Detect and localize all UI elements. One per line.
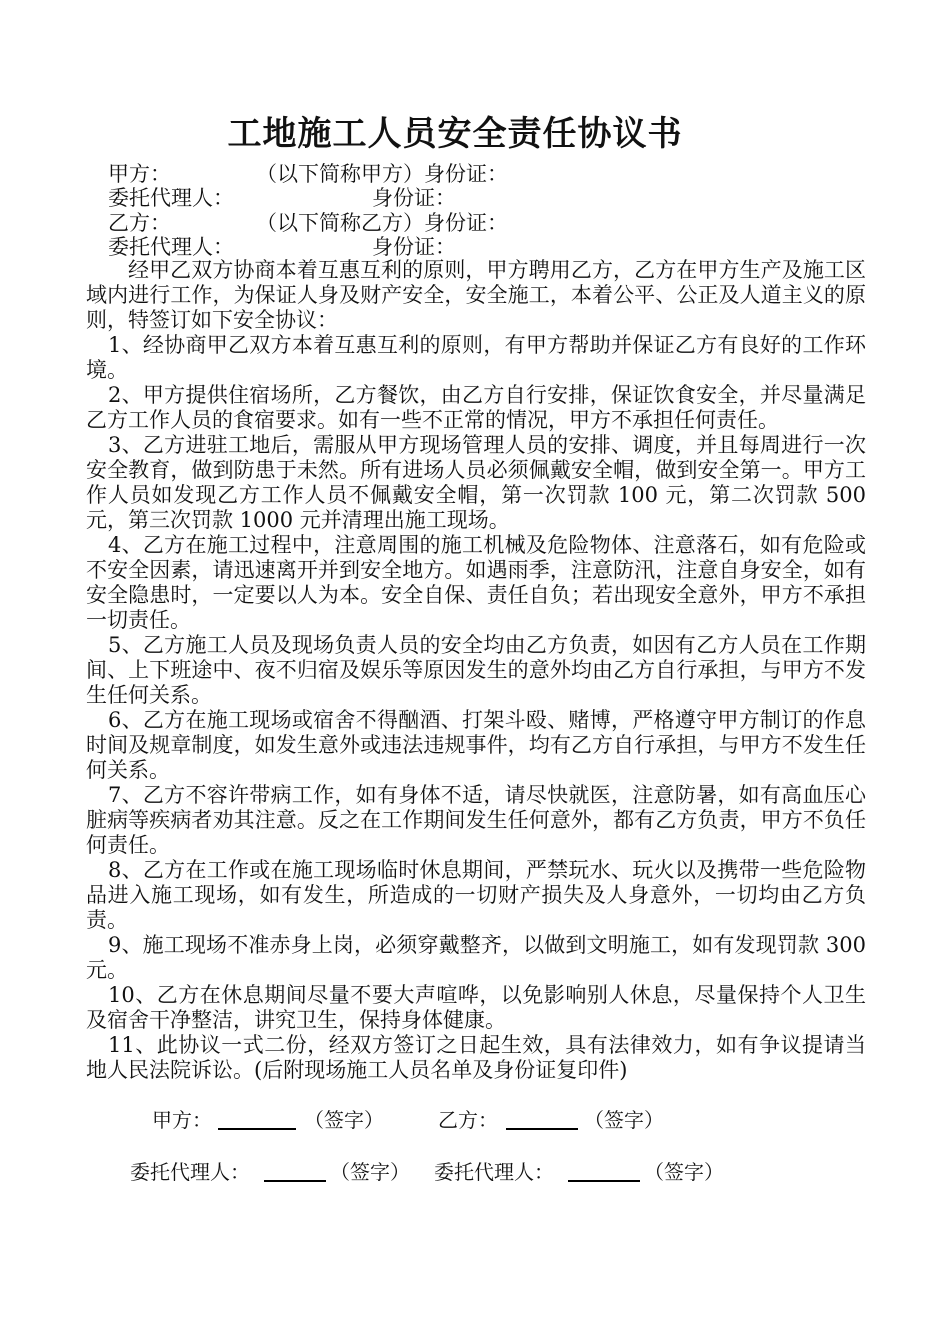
clause-2: 2、甲方提供住宿场所，乙方餐饮，由乙方自行安排，保证饮食安全，并尽量满足乙方工作人员的食宿要求。如有一些不正常的情况，甲方不承担任何责任。 bbox=[86, 383, 866, 432]
clause-10: 10、乙方在休息期间尽量不要大声喧哗，以免影响别人休息，尽量保持个人卫生及宿舍干净整洁，讲究卫生，保持身体健康。 bbox=[86, 983, 866, 1032]
signature-party-a-line[interactable] bbox=[218, 1108, 296, 1130]
signature-agent-a-label: 委托代理人： bbox=[130, 1160, 250, 1184]
clause-3: 3、乙方进驻工地后，需服从甲方现场管理人员的安排、调度，并且每周进行一次安全教育，做到防患于未然。所有进场人员必须佩戴安全帽，做到安全第一。甲方工作人员如发现乙方工作人员不佩戴安全帽，第一次罚款 100 元，第二次罚款 500 元，第三次罚款 1000 元并清理出施工现场。 bbox=[86, 433, 866, 532]
clause-8: 8、乙方在工作或在施工现场临时休息期间，严禁玩水、玩火以及携带一些危险物品进入施工现场，如有发生，所造成的一切财产损失及人身意外，一切均由乙方负责。 bbox=[86, 858, 866, 932]
clause-5: 5、乙方施工人员及现场负责人员的安全均由乙方负责，如因有乙方人员在工作期间、上下班途中、夜不归宿及娱乐等原因发生的意外均由乙方自行承担，与甲方不发生任何关系。 bbox=[86, 633, 866, 707]
signature-agent-a-sign-note: （签字） bbox=[330, 1160, 410, 1184]
signature-agent-a-line[interactable] bbox=[264, 1160, 326, 1182]
signature-agent-b-label: 委托代理人： bbox=[434, 1160, 554, 1184]
party-b-note: （以下简称乙方）身份证： bbox=[256, 211, 508, 235]
agreement-body bbox=[86, 258, 866, 1083]
clause-11: 11、此协议一式二份，经双方签订之日起生效，具有法律效力，如有争议提请当地人民法院诉讼。(后附现场施工人员名单及身份证复印件) bbox=[86, 1033, 866, 1082]
party-a-line bbox=[108, 162, 868, 187]
agent-a-line bbox=[108, 186, 868, 211]
intro-paragraph: 经甲乙双方协商本着互惠互利的原则，甲方聘用乙方，乙方在甲方生产及施工区域内进行工作，为保证人身及财产安全，安全施工，本着公平、公正及人道主义的原则，特签订如下安全协议： bbox=[86, 258, 866, 332]
party-a-note: （以下简称甲方）身份证： bbox=[256, 162, 508, 186]
clause-1: 1、经协商甲乙双方本着互惠互利的原则，有甲方帮助并保证乙方有良好的工作环境。 bbox=[86, 333, 866, 382]
agent-a-id-label: 身份证： bbox=[372, 186, 456, 210]
clause-9: 9、施工现场不准赤身上岗，必须穿戴整齐，以做到文明施工，如有发现罚款 300 元。 bbox=[86, 933, 866, 982]
signature-party-b-sign-note: （签字） bbox=[584, 1108, 664, 1132]
party-b-line bbox=[108, 211, 868, 236]
signature-party-b-line[interactable] bbox=[506, 1108, 578, 1130]
party-b-label: 乙方： bbox=[108, 211, 171, 235]
signature-party-a-sign-note: （签字） bbox=[304, 1108, 384, 1132]
signature-row-parties bbox=[152, 1108, 712, 1136]
clause-7: 7、乙方不容许带病工作，如有身体不适，请尽快就医，注意防暑，如有高血压心脏病等疾病者劝其注意。反之在工作期间发生任何意外，都有乙方负责，甲方不负任何责任。 bbox=[86, 783, 866, 857]
signature-row-agents bbox=[130, 1160, 750, 1188]
signature-party-a-label: 甲方： bbox=[152, 1108, 212, 1132]
party-a-label: 甲方： bbox=[108, 162, 171, 186]
clause-6: 6、乙方在施工现场或宿舍不得酗酒、打架斗殴、赌博，严格遵守甲方制订的作息时间及规章制度，如发生意外或违法违规事件，均有乙方自行承担，与甲方不发生任何关系。 bbox=[86, 708, 866, 782]
document-title: 工地施工人员安全责任协议书 bbox=[227, 114, 683, 154]
agent-b-line bbox=[108, 235, 868, 260]
agent-b-id-label: 身份证： bbox=[372, 235, 456, 259]
signature-agent-b-sign-note: （签字） bbox=[644, 1160, 724, 1184]
agent-b-label: 委托代理人： bbox=[108, 235, 234, 259]
clause-4: 4、乙方在施工过程中，注意周围的施工机械及危险物体、注意落石，如有危险或不安全因素，请迅速离开并到安全地方。如遇雨季，注意防汛，注意自身安全，如有安全隐患时，一定要以人为本。安全自保、责任自负；若出现安全意外，甲方不承担一切责任。 bbox=[86, 533, 866, 632]
signature-agent-b-line[interactable] bbox=[568, 1160, 640, 1182]
agent-a-label: 委托代理人： bbox=[108, 186, 234, 210]
signature-party-b-label: 乙方： bbox=[438, 1108, 498, 1132]
